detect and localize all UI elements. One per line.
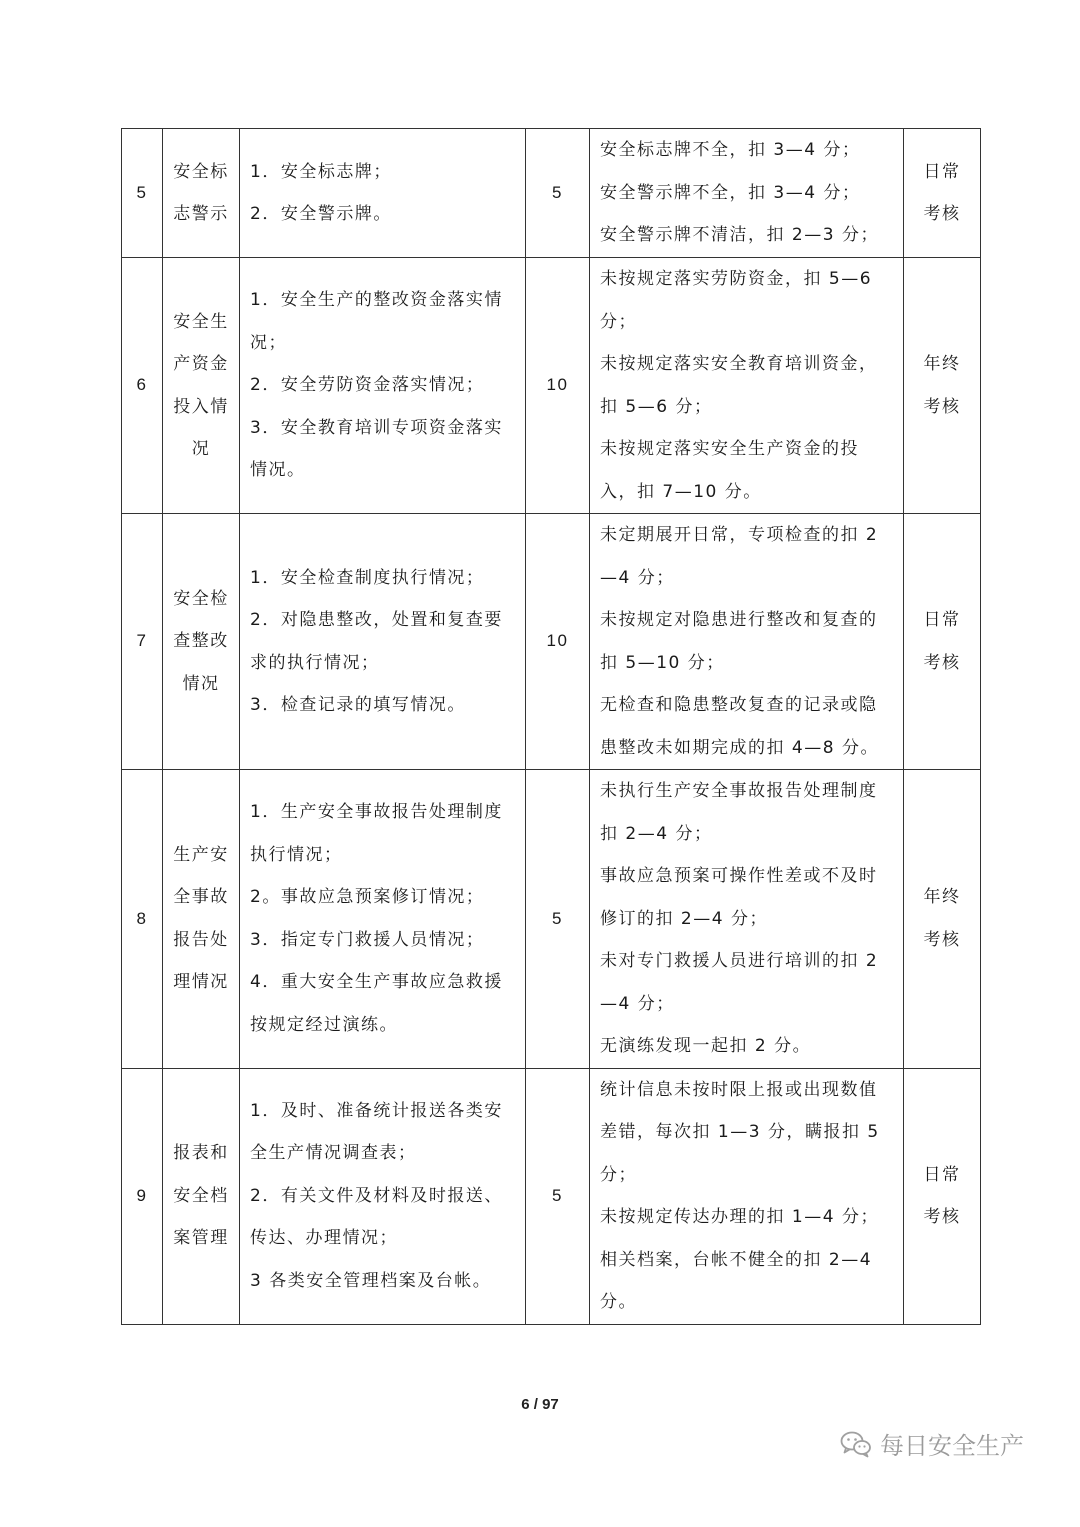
assessment-content-line: 2．安全警示牌。 (250, 204, 392, 224)
assessment-content-line: 1．安全生产的整改资金落实情 (250, 290, 503, 311)
row-number: 7 (122, 514, 163, 770)
assessment-content-line: 2．安全劳防资金落实情况； (250, 375, 485, 396)
assessment-item-line: 生产安 (173, 844, 229, 865)
assessment-content (240, 514, 526, 770)
deduction-criteria-line: 未按规定传达办理的扣 1—4 分； (600, 1207, 879, 1227)
assessment-method-line: 考核 (923, 929, 961, 950)
deduction-criteria-line: 患整改未如期完成的扣 4—8 分。 (600, 737, 879, 758)
assessment-item (163, 258, 240, 514)
assessment-method-line: 考核 (923, 204, 961, 224)
row-number: 6 (122, 258, 163, 514)
assessment-method (904, 1068, 981, 1324)
assessment-content-line: 按规定经过演练。 (250, 1014, 398, 1035)
assessment-method (904, 770, 981, 1069)
assessment-item-line: 报告处 (173, 929, 229, 950)
deduction-criteria-line: 未按规定落实安全生产资金的投 (600, 439, 859, 459)
deduction-criteria (590, 129, 904, 258)
deduction-criteria-line: 扣 2—4 分； (600, 823, 713, 844)
assessment-content-line: 传达、办理情况； (250, 1228, 398, 1249)
page-indicator: 6 / 97 (521, 1396, 559, 1413)
assessment-content-line: 3．指定专门救援人员情况； (250, 929, 485, 950)
table-row (122, 258, 981, 514)
deduction-criteria-line: 无检查和隐患整改复查的记录或隐 (600, 695, 878, 715)
deduction-criteria (590, 258, 904, 514)
assessment-item-line: 安全生 (173, 311, 229, 332)
assessment-method-line: 年终 (923, 887, 961, 908)
assessment-content-line: 1．安全标志牌； (250, 161, 392, 182)
assessment-method (904, 514, 981, 770)
assessment-method-line: 年终 (923, 354, 961, 374)
score-value: 10 (526, 514, 590, 770)
assessment-content-line: 执行情况； (250, 844, 343, 865)
score-value: 5 (526, 1068, 590, 1324)
assessment-item-line: 案管理 (173, 1228, 229, 1249)
assessment-content (240, 258, 526, 514)
assessment-method-line: 日常 (923, 610, 961, 630)
assessment-content-line: 1．及时、准备统计报送各类安 (250, 1100, 503, 1121)
assessment-item-line: 安全档 (173, 1185, 229, 1206)
assessment-item-line: 报表和 (173, 1143, 229, 1164)
assessment-content-line: 2．有关文件及材料及时报送、 (250, 1185, 503, 1206)
assessment-content-line: 3．安全教育培训专项资金落实 (250, 417, 503, 438)
assessment-content-line: 3．检查记录的填写情况。 (250, 695, 466, 715)
deduction-criteria-line: 相关档案，台帐不健全的扣 2—4 分。 (600, 1249, 873, 1312)
deduction-criteria-line: 统计信息未按时限上报或出现数值 (600, 1079, 878, 1100)
table-row (122, 514, 981, 770)
assessment-content-line: 1．生产安全事故报告处理制度 (250, 802, 503, 823)
watermark-text: 每日安全生产 (880, 1432, 1024, 1460)
deduction-criteria-line: 安全警示牌不清洁，扣 2—3 分； (600, 225, 879, 246)
deduction-criteria-line: 未按规定落实劳防资金，扣 5—6 分； (600, 269, 873, 332)
deduction-criteria-line: 扣 5—10 分； (600, 652, 725, 673)
assessment-method (904, 258, 981, 514)
deduction-criteria-line: —4 分； (600, 993, 675, 1014)
deduction-criteria (590, 770, 904, 1069)
assessment-content (240, 770, 526, 1069)
assessment-content-line: 3 各类安全管理档案及台帐。 (250, 1270, 492, 1291)
assessment-method (904, 129, 981, 258)
score-value: 5 (526, 129, 590, 258)
row-number: 5 (122, 129, 163, 258)
assessment-item-line: 查整改 (173, 631, 229, 652)
assessment-item-line: 安全检 (173, 588, 229, 609)
row-number: 9 (122, 1068, 163, 1324)
deduction-criteria-line: 安全警示牌不全，扣 3—4 分； (600, 182, 861, 203)
row-number: 8 (122, 770, 163, 1069)
deduction-criteria-line: 未按规定落实安全教育培训资金， (600, 354, 878, 374)
assessment-method-line: 日常 (923, 1164, 961, 1185)
deduction-criteria-line: 事故应急预案可操作性差或不及时 (600, 866, 878, 886)
assessment-method-line: 考核 (923, 1207, 961, 1227)
assessment-item-line: 况 (191, 439, 211, 459)
assessment-item-line: 投入情 (173, 396, 229, 417)
assessment-method-line: 日常 (923, 161, 961, 182)
assessment-item (163, 770, 240, 1069)
deduction-criteria-line: 未执行生产安全事故报告处理制度 (600, 781, 878, 801)
assessment-item-line: 情况 (182, 673, 220, 694)
deduction-criteria-line: 差错，每次扣 1—3 分，瞒报扣 5 分； (600, 1122, 880, 1185)
assessment-item-line: 全事故 (173, 887, 229, 908)
assessment-content (240, 1068, 526, 1324)
deduction-criteria-line: 扣 5—6 分； (600, 396, 713, 417)
assessment-item (163, 514, 240, 770)
assessment-method-line: 考核 (923, 652, 961, 673)
deduction-criteria-line: 未按规定对隐患进行整改和复查的 (600, 610, 878, 630)
wechat-icon (840, 1430, 872, 1458)
assessment-content-line: 4．重大安全生产事故应急救援 (250, 972, 503, 993)
table-row (122, 770, 981, 1069)
assessment-table-body (122, 129, 981, 1325)
deduction-criteria-line: —4 分； (600, 567, 675, 588)
assessment-content (240, 129, 526, 258)
assessment-content-line: 2。事故应急预案修订情况； (250, 887, 485, 908)
assessment-content-line: 求的执行情况； (250, 652, 380, 673)
assessment-content-line: 情况。 (250, 460, 306, 481)
assessment-item (163, 129, 240, 258)
assessment-item-line: 产资金 (173, 354, 229, 374)
table-row (122, 1068, 981, 1324)
assessment-item-line: 安全标 (173, 161, 229, 182)
deduction-criteria (590, 514, 904, 770)
assessment-item-line: 志警示 (173, 204, 229, 224)
score-value: 10 (526, 258, 590, 514)
deduction-criteria-line: 未对专门救援人员进行培训的扣 2 (600, 951, 879, 971)
deduction-criteria-line: 修订的扣 2—4 分； (600, 908, 768, 929)
assessment-content-line: 全生产情况调查表； (250, 1143, 417, 1164)
deduction-criteria-line: 未定期展开日常，专项检查的扣 2 (600, 525, 879, 545)
deduction-criteria (590, 1068, 904, 1324)
assessment-content-line: 2．对隐患整改，处置和复查要 (250, 610, 503, 630)
assessment-table (121, 128, 981, 1325)
deduction-criteria-line: 入，扣 7—10 分。 (600, 481, 762, 502)
assessment-method-line: 考核 (923, 396, 961, 417)
assessment-item (163, 1068, 240, 1324)
watermark (840, 1426, 1024, 1461)
table-row (122, 129, 981, 258)
assessment-content-line: 1．安全检查制度执行情况； (250, 567, 485, 588)
assessment-item-line: 理情况 (173, 972, 229, 993)
assessment-content-line: 况； (250, 332, 287, 353)
deduction-criteria-line: 安全标志牌不全，扣 3—4 分； (600, 140, 861, 161)
deduction-criteria-line: 无演练发现一起扣 2 分。 (600, 1036, 812, 1056)
score-value: 5 (526, 770, 590, 1069)
